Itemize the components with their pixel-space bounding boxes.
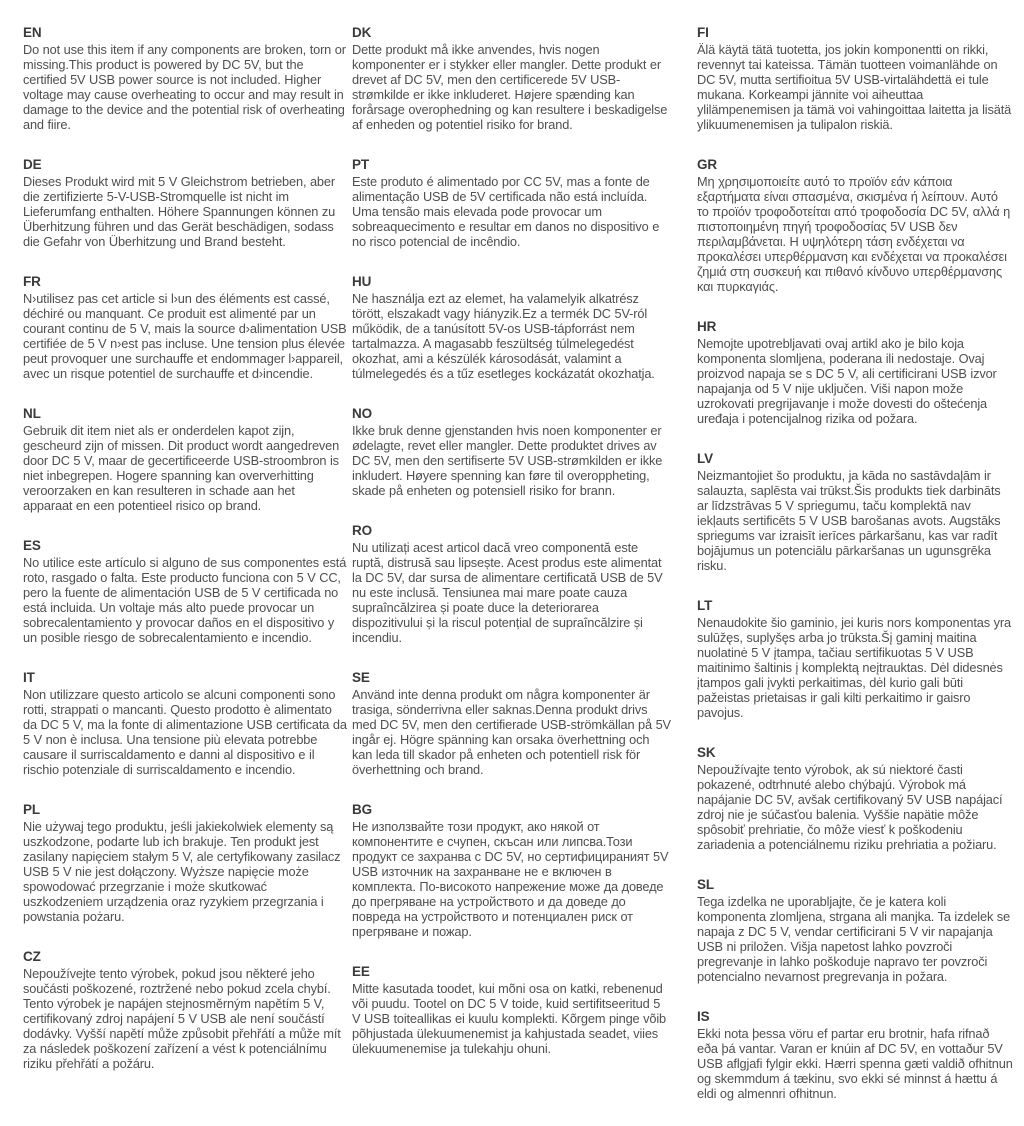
language-code-heading: DK (352, 25, 372, 40)
language-warning-text: Mitte kasutada toodet, kui mõni osa on katki, rebenenud või puudu. Tootel on DC 5 V toide, kuid sertifitseeritud 5 V USB toiteallikas ei kuulu komplekti. Kõrgem pinge võib põhjustada ülekuumenemist ja kahjustada seadet, viies ülekuumenemise ja tulekahju ohuni. (352, 981, 666, 1056)
language-warning-text: Ne használja ezt az elemet, ha valamelyik alkatrész törött, elszakadt vagy hiányzik.Ez a termék DC 5V-ról működik, de a tanúsított 5V-os USB-tápforrást nem tartalmazza. A magasabb feszültség túlmelegedést okozhat, ami a készülék károsodását, valamint a túlmelegedés és a tűz esetleges kockázatát okozhatja. (352, 291, 655, 381)
notice-column-3 (697, 25, 1013, 1126)
language-section (697, 157, 1013, 294)
language-code-heading: SE (352, 670, 370, 685)
language-warning-text: Tega izdelka ne uporabljajte, če je katera koli komponenta zlomljena, strgana ali manjka. Ta izdelek se napaja z DC 5 V, vendar certificirani 5 V vir napajanja USB ni priložen. Višja napetost lahko povzroči pregrevanje in lahko poškoduje napravo ter povzroči potencialno nevarnost pregrevanja in požara. (697, 894, 1011, 984)
language-code-heading: FI (697, 25, 709, 40)
language-warning-text: Non utilizzare questo articolo se alcuni componenti sono rotti, strappati o mancanti. Questo prodotto è alimentato da DC 5 V, ma la fonte di alimentazione USB certificata da 5 V non è inclusa. Una tensione più elevata potrebbe causare il surriscaldamento e danni al dispositivo e il rischio potenziale di surriscaldamento e incendio. (23, 687, 347, 777)
language-code-heading: EN (23, 25, 42, 40)
language-code-heading: SK (697, 745, 716, 760)
language-warning-text: Neizmantojiet šo produktu, ja kāda no sastāvdaļām ir salauzta, saplēsta vai trūkst.Šis produkts tiek darbināts ar līdzstrāvas 5 V spriegumu, taču komplektā nav iekļauts sertificēts 5 V USB barošanas avots. Augstāks spriegums var izraisīt ierīces pārkaršanu, kas var radīt bojājumus un potenciālu pārkaršanas un ugunsgrēka risku. (697, 468, 1001, 573)
language-warning-text: No utilice este artículo si alguno de sus componentes está roto, rasgado o falta. Este producto funciona con 5 V CC, pero la fuente de alimentación USB de 5 V certificada no está incluida. Un voltaje más alto puede provocar un sobrecalentamiento y provocar daños en el dispositivo y un posible riesgo de sobrecalentamiento e incendio. (23, 555, 347, 645)
language-warning-text: Nu utilizați acest articol dacă vreo componentă este ruptă, distrusă sau lipsește. Acest produs este alimentat la DC 5V, dar sursa de alimentare certificată USB de 5V nu este inclusă. Tensiunea mai mare poate cauza supraîncălzirea și poate duce la deteriorarea dispozitivului și la riscul potențial de supraîncălzire și incendiu. (352, 540, 663, 645)
language-warning-text: Este produto é alimentado por CC 5V, mas a fonte de alimentação USB de 5V certificada não está incluída. Uma tensão mais elevada pode provocar um sobreaquecimento e resultar em danos no dispositivo e no risco potencial de incêndio. (352, 174, 660, 249)
language-warning-text: Älä käytä tätä tuotetta, jos jokin komponentti on rikki, revennyt tai kateissa. Tämän tuotteen voimanlähde on DC 5V, mutta sertifioitua 5V USB-virtalähdettä ei tule mukana. Korkeampi jännite voi aiheuttaa ylilämpenemisen ja tämä voi vahingoittaa laitetta ja lisätä ylikuumenemisen ja tulipalon riskiä. (697, 42, 1012, 132)
language-section (697, 451, 1013, 573)
language-section (697, 598, 1013, 720)
language-section (23, 25, 347, 132)
language-section (697, 1009, 1013, 1101)
language-section (23, 949, 347, 1071)
language-warning-text: Nepoužívejte tento výrobek, pokud jsou některé jeho součásti poškozené, roztržené nebo pokud zcela chybí. Tento výrobek je napájen stejnosměrným napětím 5 V, certifikovaný zdroj napájení 5 V USB ale není součástí dodávky. Vyšší napětí může způsobit přehřátí a může mít za následek poškození zařízení a vést k potenciálnímu riziku přehřátí a požáru. (23, 966, 341, 1071)
language-code-heading: PT (352, 157, 370, 172)
language-warning-text: Dieses Produkt wird mit 5 V Gleichstrom betrieben, aber die zertifizierte 5-V-USB-Stromquelle ist nicht im Lieferumfang enthalten. Höhere Spannungen können zu Überhitzung führen und das Gerät beschädigen, sodass die Gefahr von Überhitzung und Brand besteht. (23, 174, 336, 249)
language-code-heading: LV (697, 451, 714, 466)
language-code-heading: RO (352, 523, 373, 538)
language-warning-text: N›utilisez pas cet article si l›un des éléments est cassé, déchiré ou manquant. Ce produit est alimenté par un courant continu de 5 V, mais la source d›alimentation USB certifiée de 5 V n›est pas incluse. Une tension plus élevée peut provoquer une surchauffe et endommager l›appareil, avec un risque potentiel de surchauffe et d›incendie. (23, 291, 347, 381)
language-warning-text: Ekki nota þessa vöru ef partar eru brotnir, hafa rifnað eða þá vantar. Varan er knúin af DC 5V, en vottaður 5V USB aflgjafi fylgir ekki. Hærri spenna gæti valdið ofhitnun og skemmdum á tækinu, svo ekki sé minnst á hættu á eldi og almennri ofhitnun. (697, 1026, 1013, 1101)
language-warning-text: Nemojte upotrebljavati ovaj artikl ako je bilo koja komponenta slomljena, poderana ili nedostaje. Ovaj proizvod napaja se s DC 5 V, ali certificirani USB izvor napajanja od 5 V nije uključen. Viši napon može uzrokovati pregrijavanje i može dovesti do oštećenja uređaja i potencijalnog rizika od požara. (697, 336, 997, 426)
notice-column-2 (352, 25, 672, 1081)
language-warning-text: Ikke bruk denne gjenstanden hvis noen komponenter er ødelagte, revet eller mangler. Dette produktet drives av DC 5V, men den sertifiserte 5V USB-strømkilden er ikke inkludert. Høyere spenning kan føre til overoppheting, skade på enheten og potensiell risiko for brann. (352, 423, 663, 498)
language-code-heading: LT (697, 598, 713, 613)
language-section (23, 670, 347, 777)
language-warning-text: Nenaudokite šio gaminio, jei kuris nors komponentas yra sulūžęs, suplyšęs arba jo trūksta.Šį gaminį maitina nuolatinė 5 V įtampa, tačiau sertifikuotas 5 V USB maitinimo šaltinis į komplektą neįtrauktas. Dėl didesnės įtampos gali įvykti perkaitimas, dėl kurio gali būti pažeistas prietaisas ir gali kilti perkaitimo ir gaisro pavojus. (697, 615, 1011, 720)
language-code-heading: SL (697, 877, 715, 892)
language-section (352, 274, 672, 381)
language-warning-text: Gebruik dit item niet als er onderdelen kapot zijn, gescheurd zijn of missen. Dit product wordt aangedreven door DC 5 V, maar de gecertificeerde USB-stroombron is niet inbegrepen. Hogere spanning kan oververhitting veroorzaken en kan resulteren in schade aan het apparaat en een potentieel risico op brand. (23, 423, 340, 513)
language-section (352, 25, 672, 132)
language-code-heading: CZ (23, 949, 41, 964)
language-code-heading: NL (23, 406, 41, 421)
language-warning-text: Не използвайте този продукт, ако някой от компонентите е счупен, скъсан или липсва.Този продукт се захранва с DC 5V, но сертифицираният 5V USB източник на захранване не е включен в комплекта. По-високото напрежение може да доведе до прегряване на устройството и да доведе до повреда на устройството и потенциален риск от прегряване и пожар. (352, 819, 669, 939)
language-code-heading: HR (697, 319, 717, 334)
language-warning-text: Nepoužívajte tento výrobok, ak sú niektoré časti pokazené, odtrhnuté alebo chýbajú. Výrobok má napájanie DC 5V, avšak certifikovaný 5V USB napájací zdroj nie je súčasťou balenia. Vyššie napätie môže spôsobiť prehriatie, čo môže viesť k poškodeniu zariadenia a potenciálnemu riziku prehriatia a požiaru. (697, 762, 1003, 852)
language-section (352, 802, 672, 939)
language-section (23, 157, 347, 249)
language-code-heading: HU (352, 274, 372, 289)
language-section (23, 406, 347, 513)
language-section (23, 538, 347, 645)
language-code-heading: GR (697, 157, 718, 172)
language-section (697, 319, 1013, 426)
language-section (697, 877, 1013, 984)
language-section (697, 745, 1013, 852)
language-section (23, 274, 347, 381)
language-code-heading: FR (23, 274, 41, 289)
language-code-heading: DE (23, 157, 42, 172)
language-section (697, 25, 1013, 132)
language-code-heading: NO (352, 406, 373, 421)
language-section (23, 802, 347, 924)
language-warning-text: Nie używaj tego produktu, jeśli jakiekolwiek elementy są uszkodzone, podarte lub ich brakuje. Ten produkt jest zasilany napięciem stałym 5 V, ale certyfikowany zasilacz USB 5 V nie jest dołączony. Wyższe napięcie może spowodować przegrzanie i może skutkować uszkodzeniem urządzenia oraz ryzykiem przegrzania i powstania pożaru. (23, 819, 341, 924)
language-code-heading: PL (23, 802, 41, 817)
language-section (352, 670, 672, 777)
language-section (352, 157, 672, 249)
language-code-heading: BG (352, 802, 373, 817)
language-warning-text: Μη χρησιμοποιείτε αυτό το προϊόν εάν κάποια εξαρτήματα είναι σπασμένα, σκισμένα ή λείπουν. Αυτό το προϊόν τροφοδοτείται από τροφοδοσία DC 5V, αλλά η πιστοποιημένη πηγή τροφοδοσίας 5V USB δεν περιλαμβάνεται. Η υψηλότερη τάση ενδέχεται να προκαλέσει υπερθέρμανση και ενδέχεται να προκαλέσει ζημιά στη συσκευή και πιθανό κίνδυνο υπερθέρμανσης και πυρκαγιάς. (697, 174, 1011, 294)
language-section (352, 964, 672, 1056)
language-section (352, 406, 672, 498)
language-code-heading: IS (697, 1009, 710, 1024)
language-warning-text: Do not use this item if any components are broken, torn or missing.This product is powered by DC 5V, but the certified 5V USB power source is not included. Higher voltage may cause overheating to occur and may result in damage to the device and the potential risk of overheating and fiire. (23, 42, 346, 132)
language-code-heading: EE (352, 964, 370, 979)
language-code-heading: ES (23, 538, 41, 553)
language-code-heading: IT (23, 670, 35, 685)
language-section (352, 523, 672, 645)
notice-column-1 (23, 25, 347, 1096)
language-warning-text: Använd inte denna produkt om några komponenter är trasiga, sönderrivna eller saknas.Denna produkt drivs med DC 5V, men den certifierade USB-strömkällan på 5V ingår ej. Högre spänning kan orsaka överhettning och kan leda till skador på enheten och potentiell risk för överhettning och brand. (352, 687, 671, 777)
language-warning-text: Dette produkt må ikke anvendes, hvis nogen komponenter er i stykker eller mangler. Dette produkt er drevet af DC 5V, men den certificerede 5V USB-strømkilde er ikke inkluderet. Højere spænding kan forårsage overophedning og kan resultere i beskadigelse af enheden og potentiel risiko for brand. (352, 42, 668, 132)
